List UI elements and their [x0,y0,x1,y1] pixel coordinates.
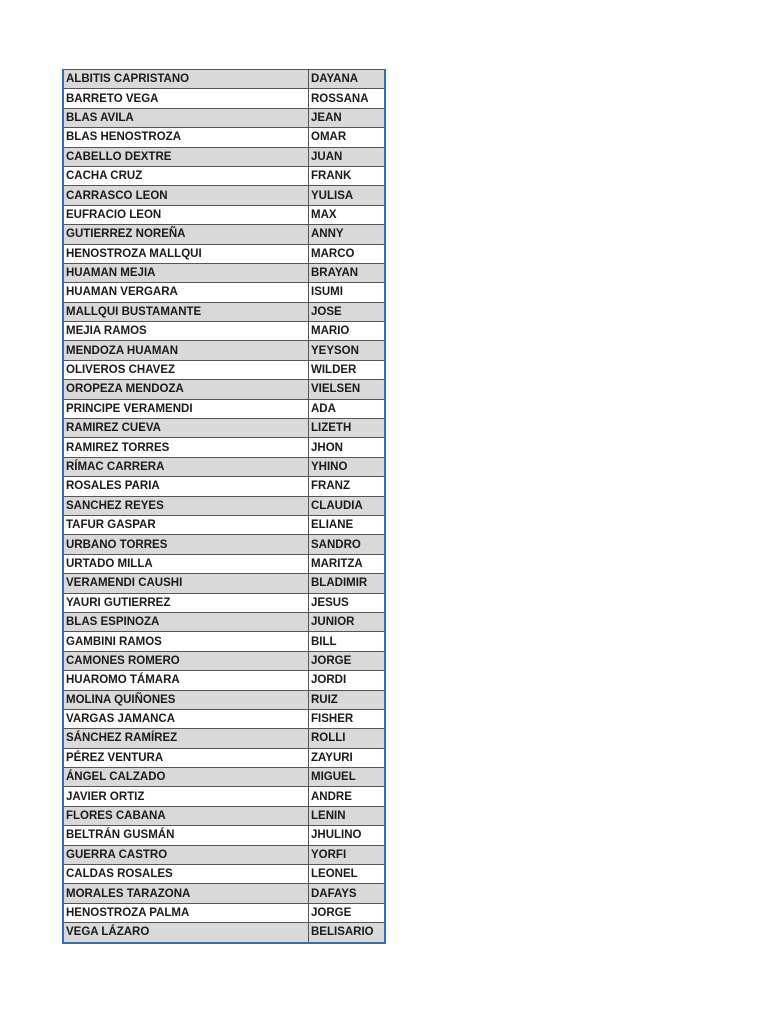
surname-cell: HUAMAN VERGARA [63,283,309,302]
surname-cell: BELTRÁN GUSMÁN [63,826,309,845]
given-name-cell: MAX [309,205,386,224]
table-row [63,826,385,845]
given-name-cell: ROSSANA [309,89,386,108]
table-row [63,244,385,263]
given-name-cell: JOSE [309,302,386,321]
table-row [63,865,385,884]
names-table [62,69,386,944]
given-name-cell: FRANK [309,166,386,185]
table-row [63,612,385,631]
table-row [63,535,385,554]
surname-cell: VERAMENDI CAUSHI [63,574,309,593]
given-name-cell: YULISA [309,186,386,205]
surname-cell: OROPEZA MENDOZA [63,380,309,399]
table-row [63,438,385,457]
surname-cell: GAMBINI RAMOS [63,632,309,651]
given-name-cell: FRANZ [309,477,386,496]
given-name-cell: LENIN [309,806,386,825]
table-row [63,147,385,166]
surname-cell: SANCHEZ REYES [63,496,309,515]
surname-cell: BLAS AVILA [63,108,309,127]
table-row [63,671,385,690]
surname-cell: RAMIREZ TORRES [63,438,309,457]
given-name-cell: DAFAYS [309,884,386,903]
given-name-cell: DAYANA [309,70,386,89]
surname-cell: HUAMAN MEJIA [63,263,309,282]
table-row [63,845,385,864]
surname-cell: URTADO MILLA [63,554,309,573]
given-name-cell: MARIO [309,322,386,341]
table-row [63,632,385,651]
table-row [63,884,385,903]
table-row [63,205,385,224]
surname-cell: TAFUR GASPAR [63,515,309,534]
given-name-cell: BLADIMIR [309,574,386,593]
given-name-cell: MIGUEL [309,768,386,787]
table-row [63,380,385,399]
surname-cell: FLORES CABANA [63,806,309,825]
surname-cell: PÉREZ VENTURA [63,748,309,767]
given-name-cell: CLAUDIA [309,496,386,515]
given-name-cell: SANDRO [309,535,386,554]
table-row [63,322,385,341]
given-name-cell: MARCO [309,244,386,263]
given-name-cell: BILL [309,632,386,651]
given-name-cell: OMAR [309,128,386,147]
given-name-cell: ADA [309,399,386,418]
surname-cell: PRINCIPE VERAMENDI [63,399,309,418]
given-name-cell: FISHER [309,709,386,728]
given-name-cell: RUIZ [309,690,386,709]
names-table-body [63,70,385,943]
table-row [63,360,385,379]
surname-cell: CARRASCO LEON [63,186,309,205]
surname-cell: MALLQUI BUSTAMANTE [63,302,309,321]
table-row [63,283,385,302]
table-row [63,748,385,767]
given-name-cell: ANNY [309,225,386,244]
given-name-cell: ZAYURI [309,748,386,767]
given-name-cell: JUNIOR [309,612,386,631]
surname-cell: ALBITIS CAPRISTANO [63,70,309,89]
table-row [63,341,385,360]
given-name-cell: WILDER [309,360,386,379]
table-row [63,477,385,496]
table-row [63,128,385,147]
table-row [63,399,385,418]
surname-cell: VEGA LÁZARO [63,923,309,943]
surname-cell: GUTIERREZ NOREÑA [63,225,309,244]
table-row [63,574,385,593]
given-name-cell: ROLLI [309,729,386,748]
given-name-cell: JORGE [309,651,386,670]
table-row [63,108,385,127]
given-name-cell: LEONEL [309,865,386,884]
table-row [63,768,385,787]
surname-cell: HUAROMO TÁMARA [63,671,309,690]
given-name-cell: YHINO [309,457,386,476]
table-row [63,302,385,321]
table-row [63,166,385,185]
surname-cell: BARRETO VEGA [63,89,309,108]
given-name-cell: JEAN [309,108,386,127]
surname-cell: EUFRACIO LEON [63,205,309,224]
table-row [63,457,385,476]
surname-cell: CACHA CRUZ [63,166,309,185]
given-name-cell: VIELSEN [309,380,386,399]
given-name-cell: ELIANE [309,515,386,534]
table-row [63,225,385,244]
given-name-cell: MARITZA [309,554,386,573]
surname-cell: OLIVEROS CHAVEZ [63,360,309,379]
table-row [63,806,385,825]
table-row [63,690,385,709]
surname-cell: GUERRA CASTRO [63,845,309,864]
table-row [63,263,385,282]
surname-cell: YAURI GUTIERREZ [63,593,309,612]
given-name-cell: ANDRE [309,787,386,806]
table-row [63,515,385,534]
given-name-cell: JHULINO [309,826,386,845]
table-row [63,651,385,670]
surname-cell: RAMIREZ CUEVA [63,419,309,438]
surname-cell: BLAS ESPINOZA [63,612,309,631]
given-name-cell: JUAN [309,147,386,166]
table-row [63,186,385,205]
surname-cell: CAMONES ROMERO [63,651,309,670]
given-name-cell: YEYSON [309,341,386,360]
surname-cell: URBANO TORRES [63,535,309,554]
given-name-cell: BRAYAN [309,263,386,282]
surname-cell: ÁNGEL CALZADO [63,768,309,787]
surname-cell: VARGAS JAMANCA [63,709,309,728]
surname-cell: JAVIER ORTIZ [63,787,309,806]
table-row [63,496,385,515]
surname-cell: HENOSTROZA PALMA [63,903,309,922]
given-name-cell: JESUS [309,593,386,612]
given-name-cell: JORDI [309,671,386,690]
surname-cell: MORALES TARAZONA [63,884,309,903]
surname-cell: CABELLO DEXTRE [63,147,309,166]
table-row [63,89,385,108]
surname-cell: RÍMAC CARRERA [63,457,309,476]
surname-cell: BLAS HENOSTROZA [63,128,309,147]
table-row [63,787,385,806]
surname-cell: MEJIA RAMOS [63,322,309,341]
surname-cell: MOLINA QUIÑONES [63,690,309,709]
given-name-cell: YORFI [309,845,386,864]
table-row [63,554,385,573]
surname-cell: HENOSTROZA MALLQUI [63,244,309,263]
surname-cell: CALDAS ROSALES [63,865,309,884]
table-row [63,903,385,922]
given-name-cell: JHON [309,438,386,457]
given-name-cell: LIZETH [309,419,386,438]
table-row [63,70,385,89]
surname-cell: ROSALES PARIA [63,477,309,496]
table-row [63,709,385,728]
given-name-cell: JORGE [309,903,386,922]
given-name-cell: BELISARIO [309,923,386,943]
table-row [63,729,385,748]
table-row [63,419,385,438]
table-row [63,923,385,943]
table-row [63,593,385,612]
surname-cell: MENDOZA HUAMAN [63,341,309,360]
given-name-cell: ISUMI [309,283,386,302]
surname-cell: SÁNCHEZ RAMÍREZ [63,729,309,748]
